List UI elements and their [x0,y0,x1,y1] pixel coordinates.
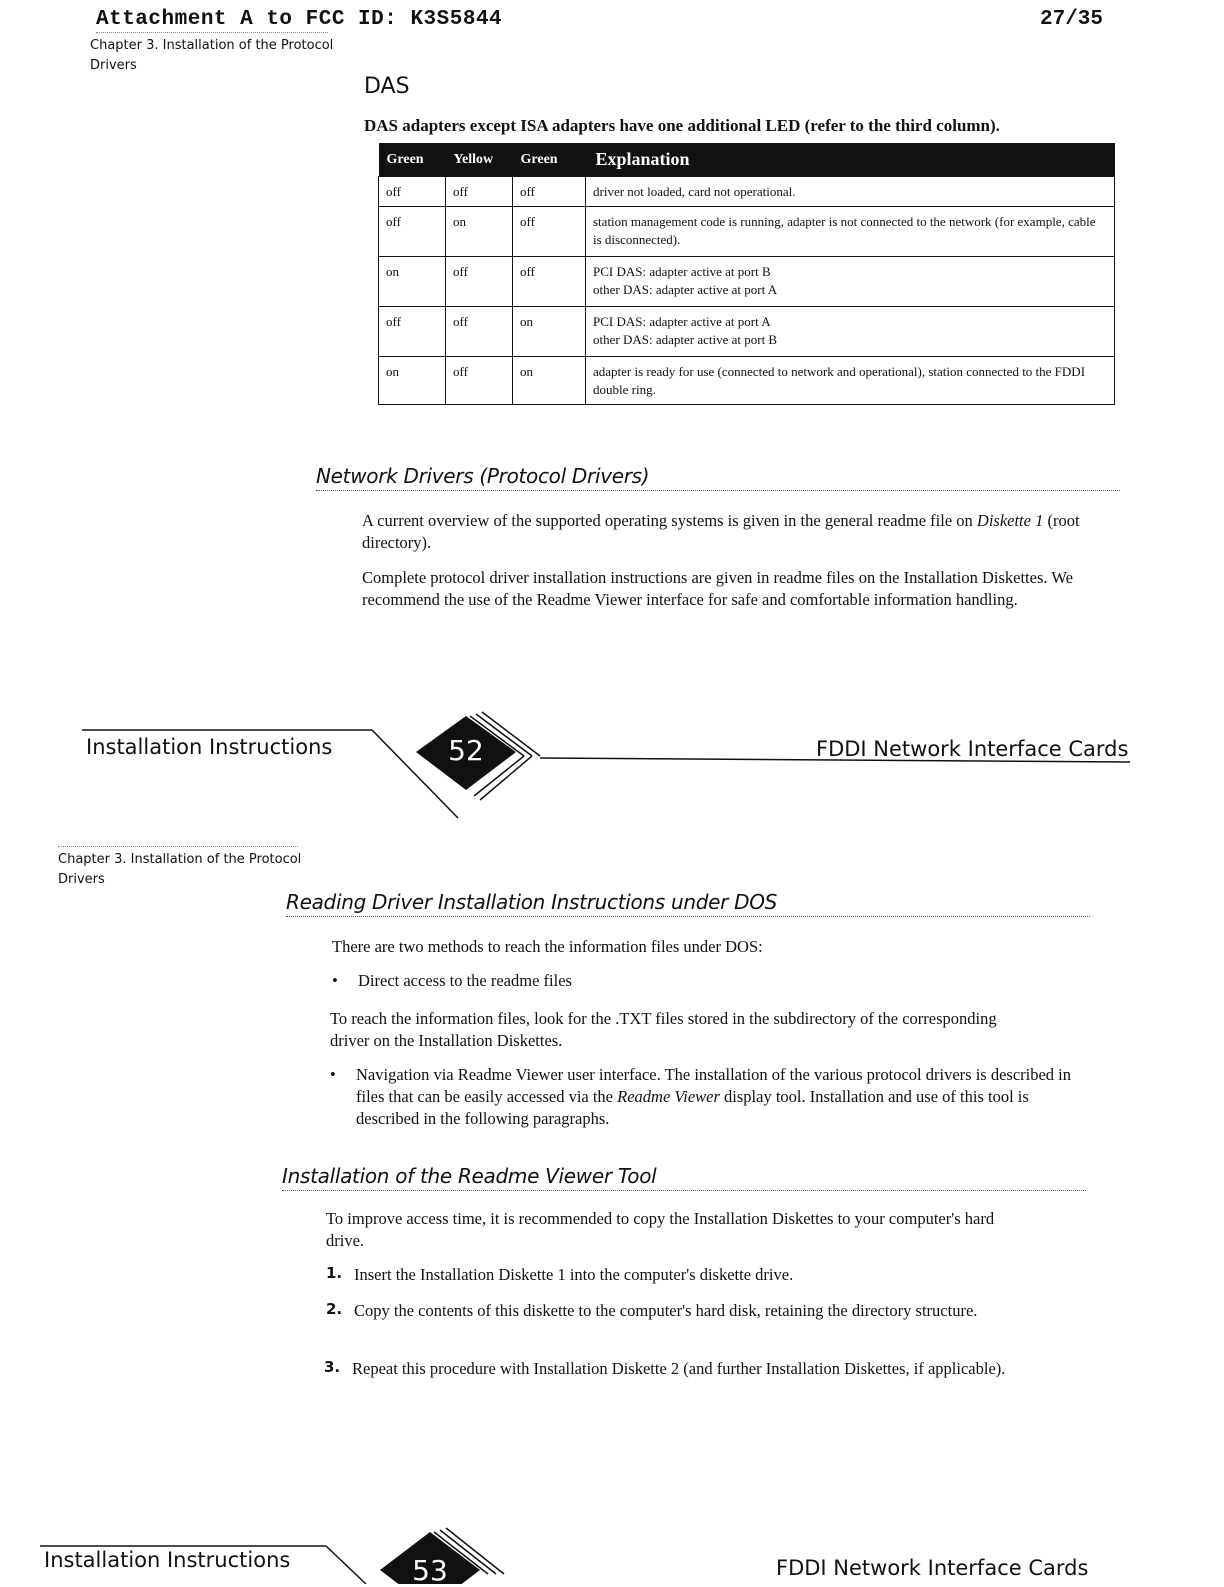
cell: adapter is ready for use (connected to network and operational), station connected to the FDDI double ring. [586,357,1115,405]
step-text: Copy the contents of this diskette to the computer's hard disk, retaining the directory structure. [354,1301,978,1320]
cell: on [513,307,586,357]
footer-ornament-2 [0,1520,1224,1584]
cell: off [513,207,586,257]
col-green-1: Green [379,143,446,177]
bullet-marker: • [332,971,338,990]
page-number-53: 53 [412,1554,448,1587]
cell: station management code is running, adapter is not connected to the network (for example, cable is disconnected). [586,207,1115,257]
cell: on [446,207,513,257]
footer-left-label-2: Installation Instructions [44,1548,291,1572]
section-heading-reading-dos: Reading Driver Installation Instructions under DOS [286,890,1090,917]
overview-diskette: Diskette 1 [976,511,1044,530]
col-yellow: Yellow [446,143,513,177]
step-number: 1. [326,1264,343,1282]
cell: off [513,177,586,207]
paragraph-instructions: Complete protocol driver installation instructions are given in readme files on the Installation Diskettes. We recommend the use of the Readme Viewer interface for safe and comfortable information handling. [362,568,1073,609]
cell: off [379,207,446,257]
cell: PCI DAS: adapter active at port B other DAS: adapter active at port A [586,257,1115,307]
cell: off [446,307,513,357]
das-intro: DAS adapters except ISA adapters have one additional LED (refer to the third column). [364,116,1000,135]
led-table [378,143,1115,405]
page-counter: 27/35 [1040,8,1104,31]
section-heading-network-drivers: Network Drivers (Protocol Drivers) [316,464,1120,491]
bullet-direct-access: Direct access to the readme files [358,971,572,990]
document-title: Attachment A to FCC ID: K3S5844 [96,8,503,31]
cell: off [446,257,513,307]
chapter-rule [58,846,298,847]
cell: on [379,357,446,405]
paragraph-overview [362,510,1107,554]
bullet-readme-viewer [356,1064,1076,1130]
led-table-header [379,143,1115,177]
cell: PCI DAS: adapter active at port A other DAS: adapter active at port B [586,307,1115,357]
bullet2-readme-viewer: Readme Viewer [617,1087,720,1106]
step-number: 3. [324,1358,341,1376]
cell: off [446,177,513,207]
bullet2-text-b: display tool. Installation and use of this tool is described in the following paragraphs. [356,1087,1029,1128]
cell: off [446,357,513,405]
overview-text-a: A current overview of the supported operating systems is given in the general readme file on [362,511,973,530]
bullet2-text-a: Navigation via Readme Viewer user interface. The installation of the various protocol drivers is described in files that can be easily accessed via the [356,1065,1072,1106]
col-green-2: Green [513,143,586,177]
footer-right-label-2: FDDI Network Interface Cards [776,1556,1089,1580]
cell: off [379,307,446,357]
table-row [379,207,1115,257]
step-number: 2. [326,1300,343,1318]
page-number-52: 52 [448,734,484,767]
footer-right-label: FDDI Network Interface Cards [816,737,1129,761]
footer-left-label: Installation Instructions [86,735,333,759]
col-explanation: Explanation [586,143,1115,177]
bullet-marker: • [330,1065,336,1084]
chapter-label-2: Chapter 3. Installation of the Protocol Drivers [58,852,302,887]
table-row [379,307,1115,357]
chapter-label: Chapter 3. Installation of the Protocol Drivers [90,38,334,73]
step-text: Insert the Installation Diskette 1 into the computer's diskette drive. [354,1265,794,1284]
bullet1-text: To reach the information files, look for the .TXT files stored in the subdirectory of the corresponding driver on the Installation Diskettes. [330,1009,997,1050]
step-text: Repeat this procedure with Installation Diskette 2 (and further Installation Diskettes, if applicable). [352,1359,1006,1378]
cell: off [513,257,586,307]
cell: off [379,177,446,207]
cell: on [379,257,446,307]
footer-ornament [0,700,1224,830]
cell: driver not loaded, card not operational. [586,177,1115,207]
section-heading-readme-tool: Installation of the Readme Viewer Tool [282,1164,1086,1191]
intro-text: There are two methods to reach the information files under DOS: [332,937,763,956]
table-row [379,177,1115,207]
title-underline [96,32,328,33]
table-row [379,257,1115,307]
cell: on [513,357,586,405]
das-heading: DAS [364,74,410,99]
readme-tool-intro: To improve access time, it is recommended to copy the Installation Diskettes to your computer's hard drive. [326,1209,995,1250]
table-row [379,357,1115,405]
overview-text-b: (root directory). [362,511,1080,552]
